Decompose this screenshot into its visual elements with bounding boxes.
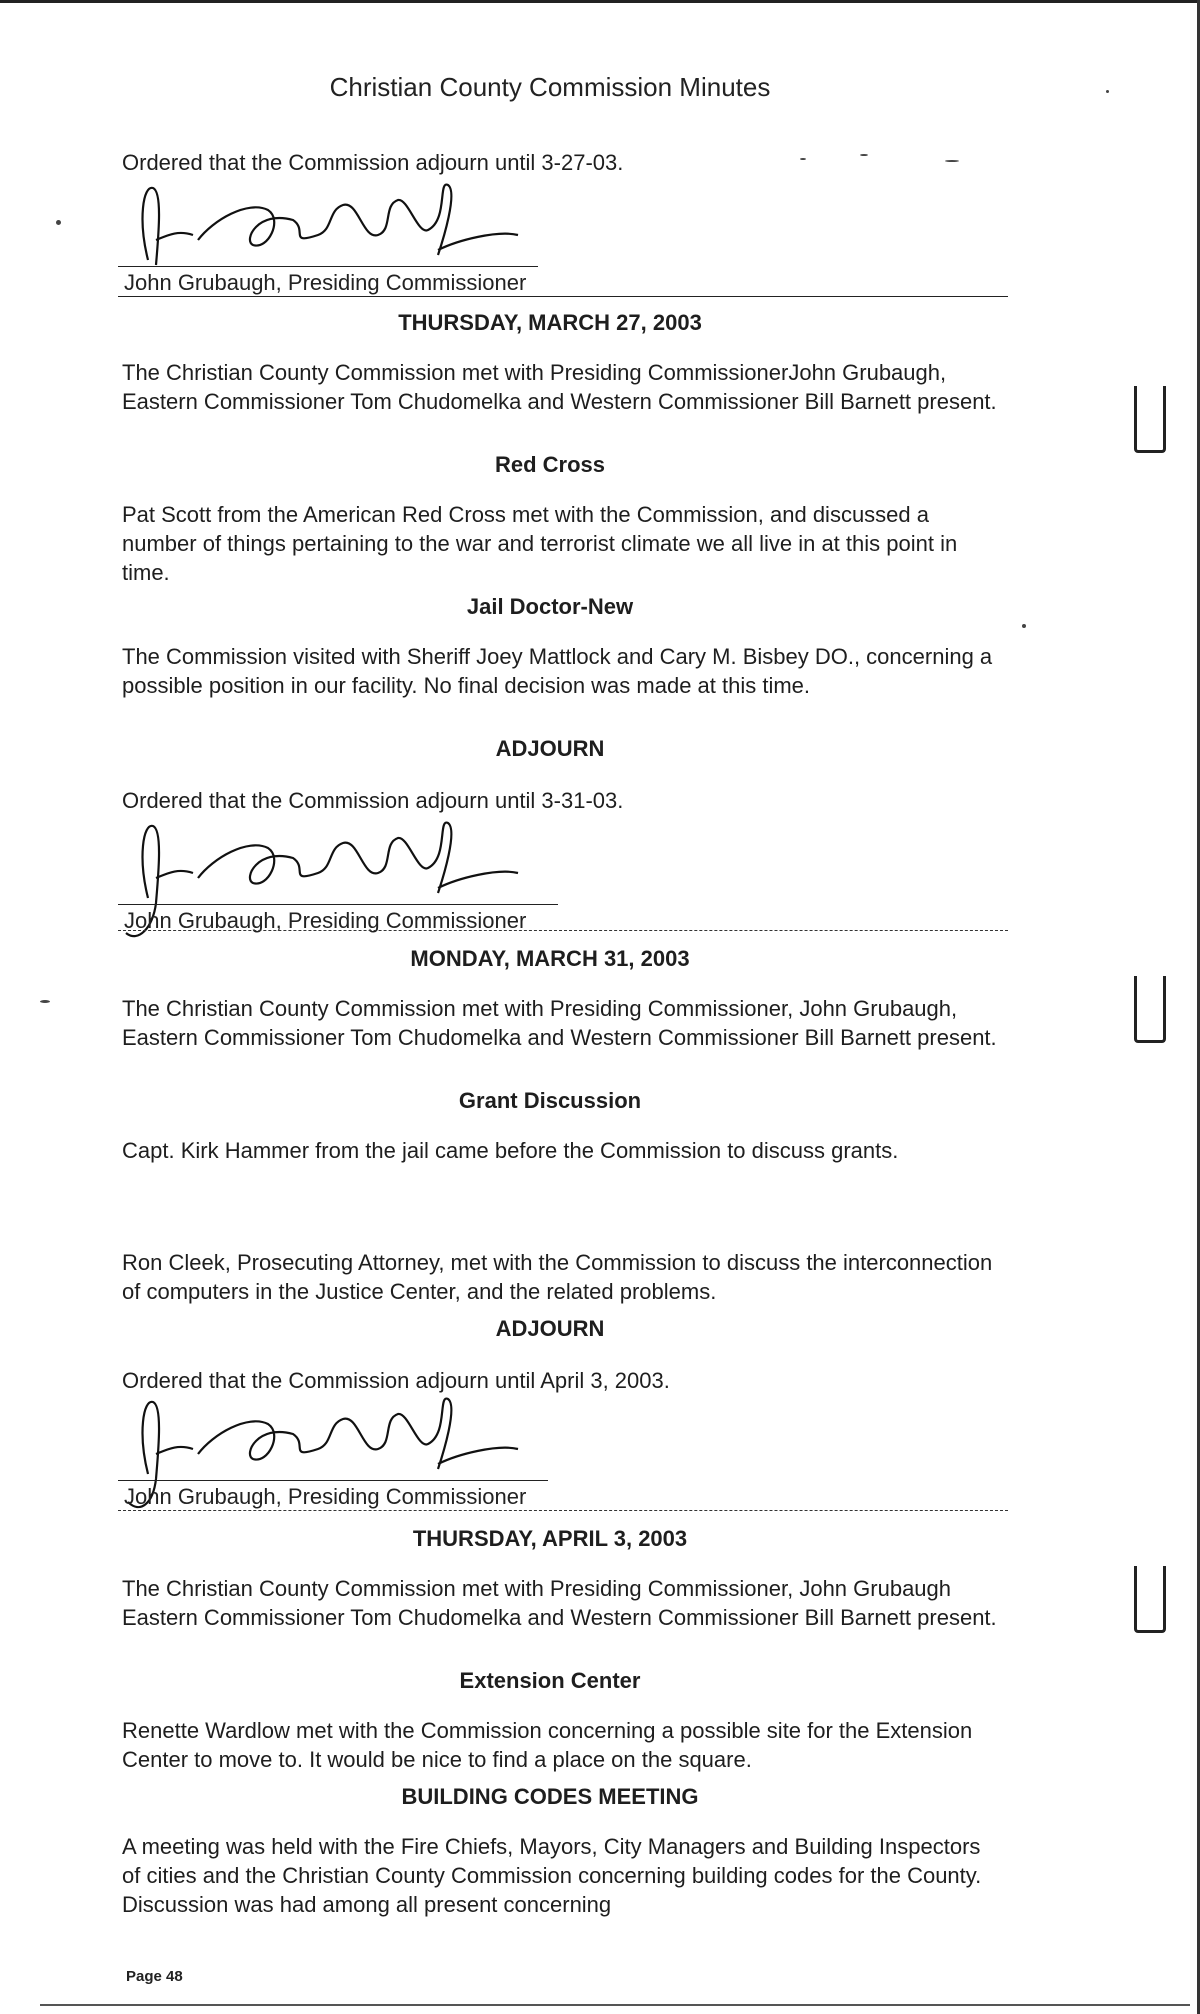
scan-speck bbox=[40, 1000, 50, 1003]
signature-block-2 bbox=[118, 818, 1018, 933]
scan-speck bbox=[1022, 624, 1026, 628]
handwritten-signature-icon bbox=[118, 180, 578, 270]
scan-speck bbox=[945, 160, 959, 162]
signature-label: John Grubaugh, Presiding Commissioner bbox=[124, 270, 527, 295]
computers-paragraph: Ron Cleek, Prosecuting Attorney, met with the Commission to discuss the interconnection of computers in the Justice Center, and the related problems. bbox=[122, 1250, 993, 1304]
attendance-paragraph: The Christian County Commission met with Presiding Commissioner, John Grubaugh, Eastern Commissioner Tom Chudomelka and Western Commissioner Bill Barnett present. bbox=[122, 996, 997, 1050]
jail-doctor-paragraph: The Commission visited with Sheriff Joey Mattlock and Cary M. Bisbey DO., concerning a possible position in our facility. No final decision was made at this time. bbox=[122, 644, 993, 698]
building-codes-paragraph: A meeting was held with the Fire Chiefs, Mayors, City Managers and Building Inspectors of cities and the Christian County Commission concerning building codes for the County. Discussion was had among all present concerning bbox=[122, 1834, 982, 1917]
signature-line bbox=[118, 266, 538, 267]
document-title: Christian County Commission Minutes bbox=[329, 72, 771, 102]
topic-heading-red-cross: Red Cross bbox=[494, 452, 606, 477]
signature-block-3 bbox=[118, 1394, 1018, 1509]
section-divider bbox=[118, 296, 1008, 297]
topic-heading-jail-doctor: Jail Doctor-New bbox=[466, 594, 634, 619]
meeting-date-heading: MONDAY, MARCH 31, 2003 bbox=[410, 946, 690, 971]
signature-block-1 bbox=[118, 180, 1018, 295]
topic-heading-building-codes: BUILDING CODES MEETING bbox=[401, 1784, 699, 1809]
scan-speck bbox=[800, 158, 806, 160]
signature-label: John Grubaugh, Presiding Commissioner bbox=[124, 908, 527, 933]
page-number: Page 48 bbox=[126, 1968, 183, 1985]
attendance-paragraph: The Christian County Commission met with Presiding Commissioner, John Grubaugh Eastern Commissioner Tom Chudomelka and Western Commissioner Bill Barnett present. bbox=[122, 1576, 997, 1630]
scan-speck bbox=[56, 220, 61, 225]
scan-edge-top bbox=[0, 0, 1200, 3]
red-cross-paragraph: Pat Scott from the American Red Cross met with the Commission, and discussed a number of things pertaining to the war and terrorist climate we all live in at this point in time. bbox=[122, 502, 958, 585]
meeting-date-heading: THURSDAY, APRIL 3, 2003 bbox=[412, 1526, 688, 1551]
scan-speck bbox=[1106, 90, 1109, 93]
adjourn-heading-1: ADJOURN bbox=[495, 736, 605, 761]
topic-heading-grant-discussion: Grant Discussion bbox=[458, 1088, 642, 1113]
signature-line bbox=[118, 1480, 548, 1481]
scan-edge-bottom bbox=[40, 2004, 1190, 2006]
section-divider bbox=[118, 930, 1008, 931]
binder-bracket-mark bbox=[1134, 386, 1166, 453]
adjourn-order-1: Ordered that the Commission adjourn until 3-27-03. bbox=[122, 150, 624, 175]
grant-paragraph: Capt. Kirk Hammer from the jail came before the Commission to discuss grants. bbox=[122, 1138, 899, 1163]
adjourn-heading-2: ADJOURN bbox=[495, 1316, 605, 1341]
signature-label: John Grubaugh, Presiding Commissioner bbox=[124, 1484, 527, 1509]
adjourn-order-2: Ordered that the Commission adjourn until 3-31-03. bbox=[122, 788, 624, 813]
meeting-date-heading: THURSDAY, MARCH 27, 2003 bbox=[398, 310, 702, 335]
extension-center-paragraph: Renette Wardlow met with the Commission concerning a possible site for the Extension Center to move to. It would be nice to find a place on the square. bbox=[122, 1718, 973, 1772]
signature-line bbox=[118, 904, 558, 905]
binder-bracket-mark bbox=[1134, 1566, 1166, 1633]
attendance-paragraph: The Christian County Commission met with Presiding CommissionerJohn Grubaugh, Eastern Commissioner Tom Chudomelka and Western Commissioner Bill Barnett present. bbox=[122, 360, 997, 414]
adjourn-order-3: Ordered that the Commission adjourn until April 3, 2003. bbox=[122, 1368, 670, 1393]
topic-heading-extension-center: Extension Center bbox=[459, 1668, 641, 1693]
scan-speck bbox=[860, 154, 868, 156]
section-divider bbox=[118, 1510, 1008, 1511]
binder-bracket-mark bbox=[1134, 976, 1166, 1043]
